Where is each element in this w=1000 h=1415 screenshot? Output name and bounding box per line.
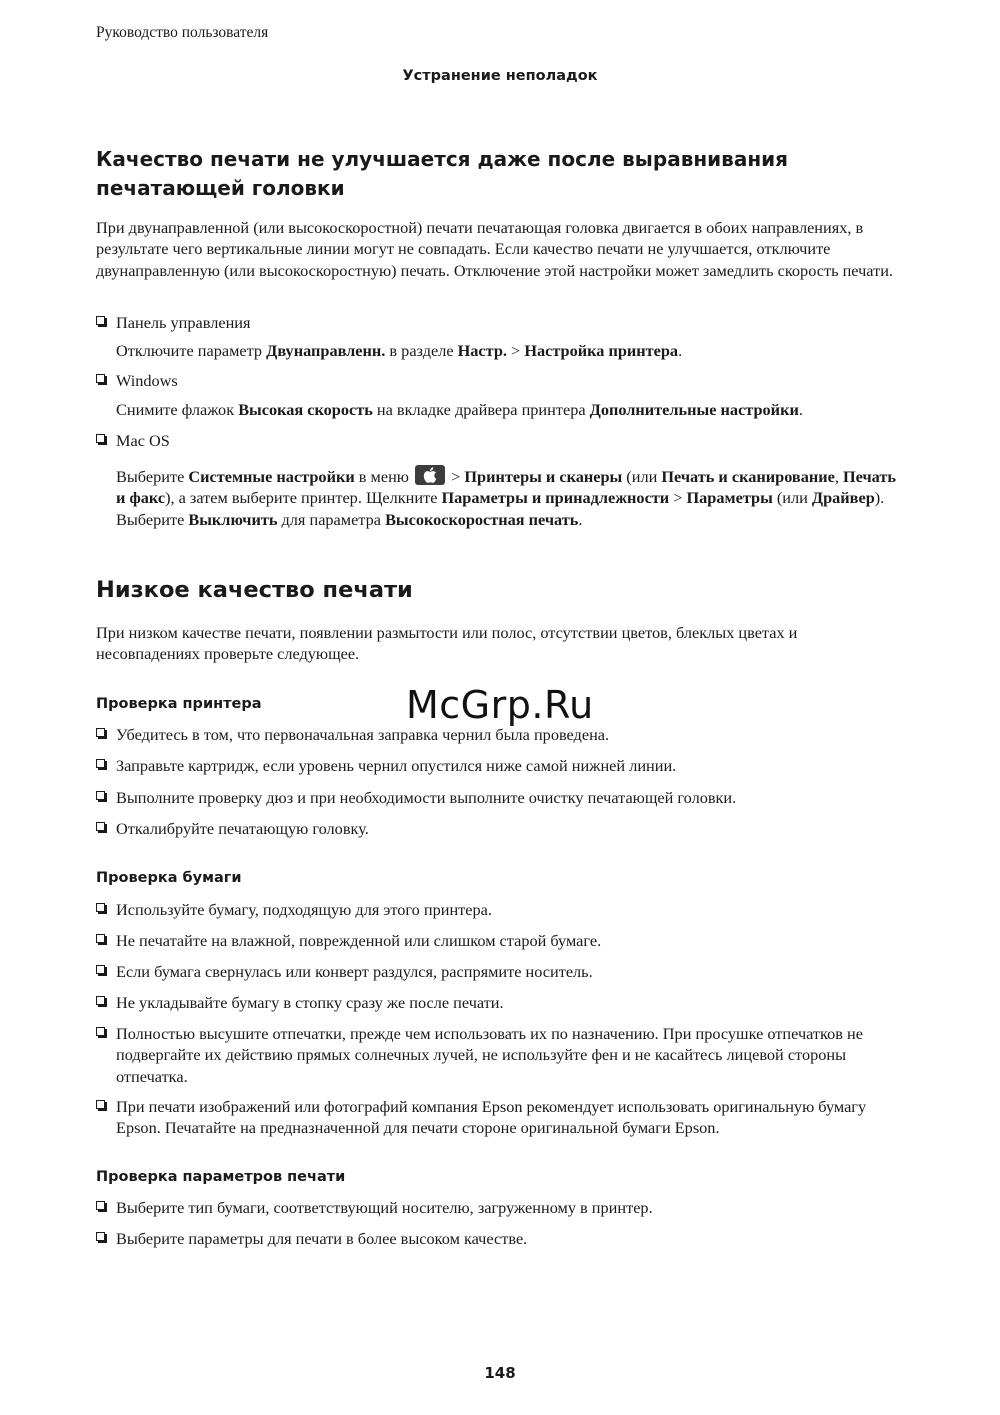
checkbox-bullet-icon	[96, 822, 108, 834]
list-item-label: Windows	[116, 371, 178, 390]
section2-intro: При низком качестве печати, появлении размытости или полос, отсутствии цветов, блеклых цветах и несовпадениях проверьте следующее.	[96, 623, 798, 664]
list-item: Полностью высушите отпечатки, прежде чем использовать их по назначению. При просушке отпечатков не подвергайте их действию прямых солнечных лучей, не используйте фен и не касайтесь лицевой стороны отпечатка.	[96, 1023, 896, 1087]
list-item: Откалибруйте печатающую головку.	[96, 818, 896, 839]
list-item: Используйте бумагу, подходящую для этого принтера.	[96, 899, 896, 920]
checkbox-bullet-icon	[96, 316, 108, 328]
list-item: Выполните проверку дюз и при необходимости выполните очистку печатающей головки.	[96, 787, 896, 808]
list-item: Не печатайте на влажной, поврежденной или слишком старой бумаге.	[96, 930, 896, 951]
document-title: Руководство пользователя	[96, 24, 269, 41]
checkbox-bullet-icon	[96, 903, 108, 915]
list-item-windows	[96, 370, 896, 391]
heading-paper-check: Проверка бумаги	[96, 870, 242, 886]
page-number: 148	[484, 1364, 516, 1382]
mac-os-instruction: Выберите Системные настройки в меню > Принтеры и сканеры (или Печать и сканирование, Печать и факс), а затем выберите принтер. Щелкните Параметры и принадлежности > Параметры (или Драйвер). Выберите Выключить для параметра Высокоскоростная печать.	[116, 467, 896, 529]
list-item: Если бумага свернулась или конверт раздулся, распрямите носитель.	[96, 961, 896, 982]
checkbox-bullet-icon	[96, 434, 108, 446]
list-item-mac-os	[96, 430, 896, 451]
heading-print-settings-check: Проверка параметров печати	[96, 1169, 346, 1185]
watermark: McGrp.Ru	[406, 683, 594, 727]
list-item: Не укладывайте бумагу в стопку сразу же после печати.	[96, 992, 896, 1013]
list-item: Убедитесь в том, что первоначальная заправка чернил была проведена.	[96, 724, 896, 745]
control-panel-instruction: Отключите параметр Двунаправленн. в разделе Настр. > Настройка принтера.	[116, 341, 683, 360]
checkbox-bullet-icon	[96, 996, 108, 1008]
checkbox-bullet-icon	[96, 728, 108, 740]
windows-instruction: Снимите флажок Высокая скорость на вкладке драйвера принтера Дополнительные настройки.	[116, 400, 803, 419]
checkbox-bullet-icon	[96, 1201, 108, 1213]
list-item-label: Панель управления	[116, 313, 251, 332]
list-item: Выберите тип бумаги, соответствующий носителю, загруженному в принтер.	[96, 1197, 896, 1218]
checkbox-bullet-icon	[96, 965, 108, 977]
list-item-label: Mac OS	[116, 431, 170, 450]
checkbox-bullet-icon	[96, 1100, 108, 1112]
list-item: При печати изображений или фотографий компания Epson рекомендует использовать оригинальную бумагу Epson. Печатайте на предназначенной для печати стороне оригинальной бумаги Epson.	[96, 1096, 896, 1139]
heading-print-quality-not-improved: Качество печати не улучшается даже после выравнивания печатающей головки	[96, 147, 789, 200]
heading-low-print-quality: Низкое качество печати	[96, 577, 413, 603]
apple-menu-icon	[415, 465, 445, 485]
section1-intro: При двунаправленной (или высокоскоростной) печати печатающая головка двигается в обоих направлениях, в результате чего вертикальные линии могут не совпадать. Если качество печати не улучшается, отключите двунаправленную (или высокоскоростную) печать. Отключение этой настройки может замедлить скорость печати.	[96, 218, 893, 280]
list-item: Выберите параметры для печати в более высоком качестве.	[96, 1228, 896, 1249]
checkbox-bullet-icon	[96, 934, 108, 946]
heading-printer-check: Проверка принтера	[96, 696, 262, 712]
checkbox-bullet-icon	[96, 1027, 108, 1039]
checkbox-bullet-icon	[96, 374, 108, 386]
section-title: Устранение неполадок	[402, 68, 598, 84]
checkbox-bullet-icon	[96, 1232, 108, 1244]
list-item-control-panel	[96, 312, 896, 333]
checkbox-bullet-icon	[96, 791, 108, 803]
list-item: Заправьте картридж, если уровень чернил опустился ниже самой нижней линии.	[96, 755, 896, 776]
checkbox-bullet-icon	[96, 759, 108, 771]
